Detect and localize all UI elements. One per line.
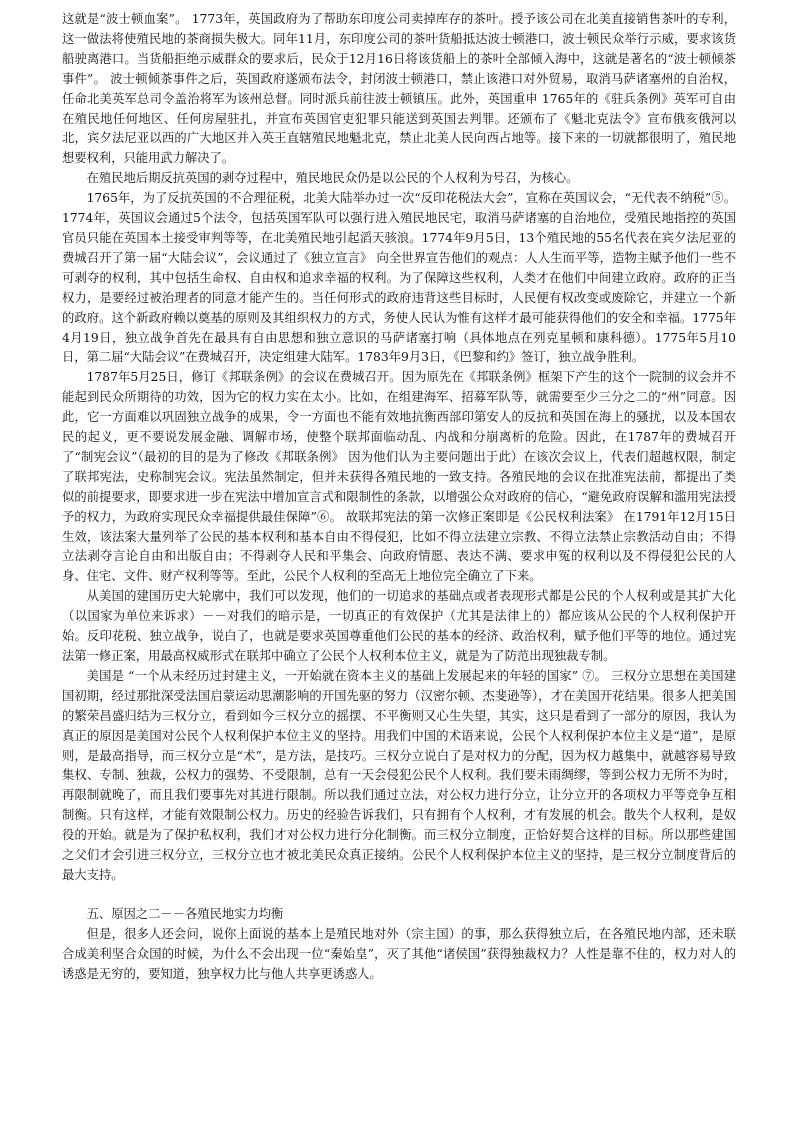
paragraph-individual-rights: 在殖民地后期反抗英国的剥夺过程中，殖民地民众仍是以公民的个人权利为号召，为核心。 <box>86 171 579 186</box>
section-heading: 五、原因之二－－各殖民地实力均衡 <box>86 906 284 921</box>
paragraph-continental-congress: 1765年，为了反抗英国的不合理征税，北美大陆举办过一次“反印花税法大会”，宣称在英国议会，“无代表不纳税”⑤。 1774年，英国议会通过5个法令，包括英国军队可以强行进入殖民地民宅，取消马萨诸塞的自治地位，受殖民地指控的英国官员只能在英国本土接受审判等等，在北美殖民地引起滔天骇浪。1774年9月5日，13个殖民地的55名代表在宾夕法尼亚的费城召开了第一届“大陆会议”，会议通过了《独立宣言》 向全世界宣告他们的观点：人人生而平等，造物主赋予他们一些不可剥夺的权利，其中包括生命权、自由权和追求幸福的权利。为了保障这些权利，人类才在他们中间建立政府。政府的正当权力，是要经过被治理者的同意才能产生的。当任何形式的政府违背这些目标时，人民便有权改变或废除它，并建立一个新的政府。这个新政府赖以奠基的原则及其组织权力的方式，务使人民认为惟有这样才最可能获得他们的安全和幸福。1775年4月19日，独立战争首先在最具有自由思想和独立意识的马萨诸塞打响（具体地点在列克星顿和康科德）。1775年5月10日，第二届“大陆会议”在费城召开，决定组建大陆军。1783年9月3日，《巴黎和约》签订，独立战争胜利。 <box>62 191 736 365</box>
paragraph-separation-of-powers: 美国是 “一个从未经历过封建主义，一开始就在资本主义的基础上发展起来的年轻的国家” ⑦。 三权分立思想在美国建国初期，经过那批深受法国启蒙运动思潮影响的开国先驱的努力（汉密尔顿、杰斐逊等），才在美国开花结果。很多人把美国的繁荣昌盛归结为三权分立，看到如今三权分立的摇摆、不平衡则又心生失望，其实，这只是看到了一部分的原因，我认为真正的原因是美国对公民个人权利保护本位主义的坚持。用我们中国的术语来说，公民个人权利保护本位主义是“道”，是原则，是最高指导，而三权分立是“术”，是方法，是技巧。三权分立说白了是对权力的分配，因为权力越集中，就越容易导致集权、专制、独裁，公权力的强势、不受限制，总有一天会侵犯公民个人权利。我们要未雨绸缪，等到公权力无所不为时，再限制就晚了，而且我们要事先对其进行限制。所以我们通过立法，对公权力进行分立，让分立开的各项权力平等竞争互相制衡。只有这样，才能有效限制公权力。历史的经验告诉我们，只有拥有个人权利，才有发展的机会。散失个人权利，是奴役的开始。就是为了保护私权利，我们才对公权力进行分化制衡。而三权分立制度，正恰好契合这样的目标。所以那些建国之父们才会引进三权分立，三权分立也才被北美民众真正接纳。公民个人权利保护本位主义的坚持，是三权分立制度背后的最大支持。 <box>62 668 736 882</box>
paragraph-constitution: 1787年5月25日，修订《邦联条例》的会议在费城召开。因为原先在《邦联条例》框架下产生的这个一院制的议会并不能起到民众所期待的功效，因为它的权力实在太小。比如，在组建海军、招募军队等，就需要至少三分之二的“州”同意。因此，它一方面难以巩固独立战争的成果，令一方面也不能有效地抗衡西部印第安人的反抗和英国在海上的骚扰，以及本国农民的起义，更不要说发展金融、调解市场，使整个联邦面临动乱、内战和分崩离析的危险。因此，在1787年的费城召开了“制宪会议”（最初的目的是为了修改《邦联条例》 因为他们认为主要问题出于此）在该次会议上，代表们超越权限，制定了联邦宪法，史称制宪会议。宪法虽然制定，但并未获得各殖民地的一致支持。各殖民地的会议在批准宪法前，都提出了类似的前提要求，即要求进一步在宪法中增加宣言式和限制性的条款，以增强公众对政府的信心，“避免政府误解和滥用宪法授予的权力，为政府实现民众幸福提供最佳保障”⑥。 故联邦宪法的第一次修正案即是《公民权利法案》 在1791年12月15日生效，该法案大量列举了公民的基本权利和基本自由不得侵犯，比如不得立法建立宗教、不得立法禁止宗教活动自由；不得立法剥夺言论自由和出版自由；不得剥夺人民和平集会、向政府情愿、表达不满、要求申冤的权利以及不得侵犯公民的人身、住宅、文件、财产权利等等。至此，公民个人权利的至高无上地位完全确立了下来。 <box>62 370 736 584</box>
paragraph-boston-massacre: 这就是“波士顿血案”。 1773年，英国政府为了帮助东印度公司卖掉库存的茶叶。授予该公司在北美直接销售茶叶的专利，这一做法将使殖民地的茶商损失极大。同年11月，东印度公司的茶叶货船抵达波士顿港口，波士顿民众举行示威，要求该货船驶离港口。当货船拒绝示威群众的要求后，民众于12月16日将该货船上的茶叶全部倾入海中，这就是著名的“波士顿倾茶事件”。 波士顿倾茶事件之后，英国政府遂颁布法令，封闭波士顿港口，禁止该港口对外贸易，取消马萨诸塞州的自治权，任命北美英军总司令盖治将军为该州总督。同时派兵前往波士顿镇压。此外，英国重申 1765年的《驻兵条例》英军可自由在殖民地任何地区、任何房屋驻扎，并宣布英国官吏犯罪只能送到英国去判罪。还颁布了《魁北克法令》宣布俄亥俄河以北，宾夕法尼亚以西的广大地区并入英王直辖殖民地魁北克，禁止北美人民向西占地等。接下来的一切就都很明了，殖民地想要权利，只能用武力解决了。 <box>62 12 736 166</box>
document-page <box>62 10 736 985</box>
paragraph-history-outline: 从美国的建国历史大轮廓中，我们可以发现，他们的一切追求的基础点或者表现形式都是公民的个人权利或是其扩大化（以国家为单位来诉求）－－对我们的暗示是，一切真正的有效保护（尤其是法律上的）都应该从公民的个人权利保护开始。反印花税、独立战争，说白了，也就是要求英国尊重他们公民的基本的经济、政治权利，赋予他们平等的地位。通过宪法第一修正案，用最高权威形式在联邦中确立了公民个人权利本位主义，就是为了防范出现独裁专制。 <box>62 589 736 663</box>
paragraph-final: 但是，很多人还会问，说你上面说的基本上是殖民地对外（宗主国）的事，那么获得独立后，在各殖民地内部，还未联合成美利坚合众国的时候，为什么不会出现一位“秦始皇”，灭了其他“诸侯国”获得独裁权力？人性是靠不住的，权力对人的诱惑是无穷的，要知道，独享权力比与他人共享更诱惑人。 <box>62 926 736 981</box>
